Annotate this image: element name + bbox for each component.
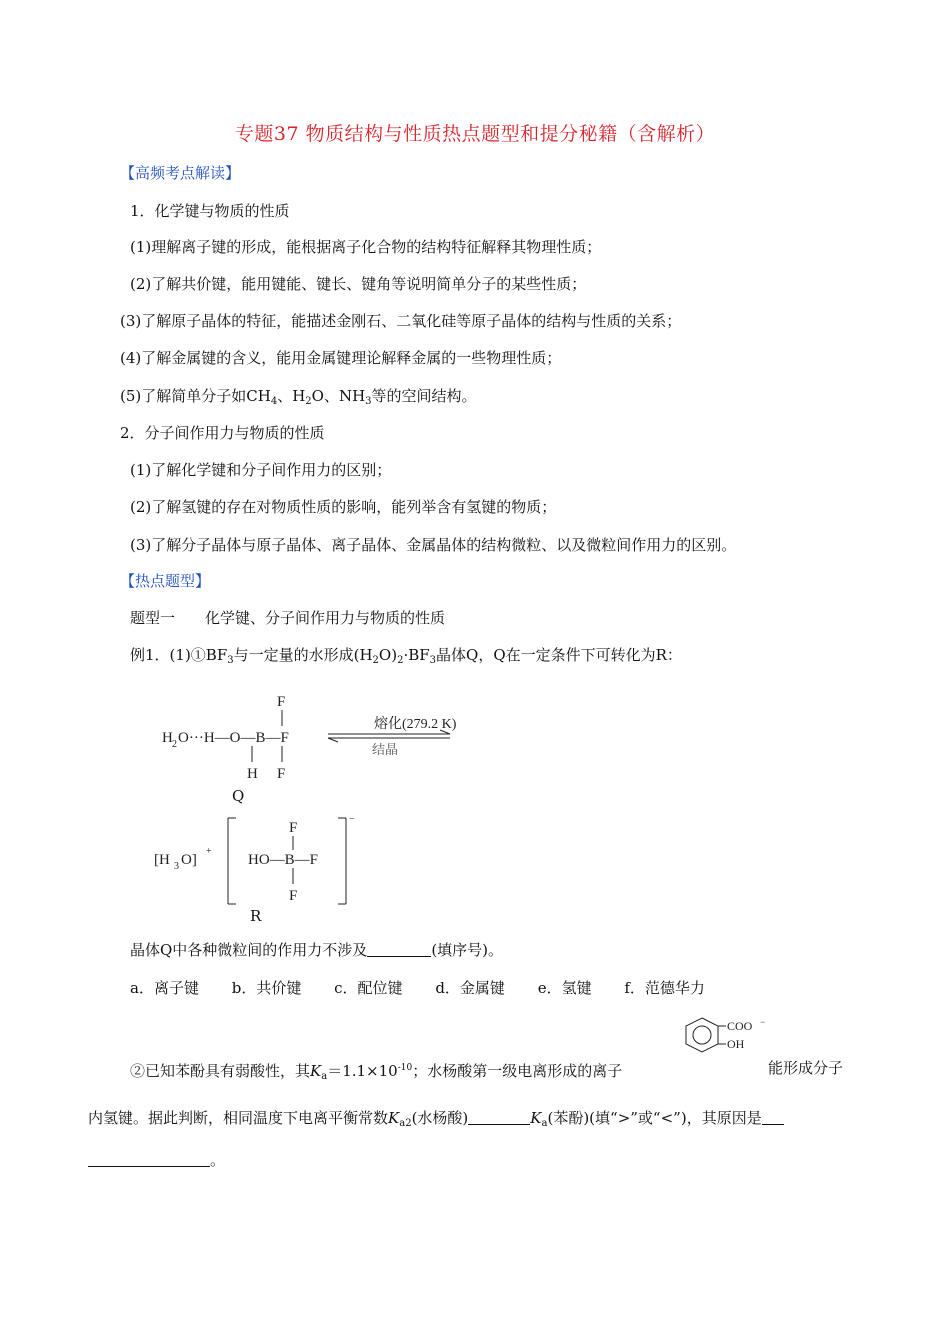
arrow-label-top: 熔化(279.2 K) [374, 717, 457, 732]
svg-text:[H: [H [154, 852, 170, 868]
topic-heading: 2．分子间作用力与物质的性质 [120, 424, 325, 442]
svg-text:COO: COO [727, 1019, 753, 1033]
list-item: (1)了解化学键和分子间作用力的区别； [130, 461, 392, 479]
answer-blank[interactable] [762, 1110, 784, 1125]
section-heading-key-points: 【高频考点解读】 [120, 164, 241, 182]
svg-text:OH: OH [727, 1037, 745, 1051]
question-2-line-2: 内氢键。据此判断，相同温度下电离平衡常数$K_{a2}$(水杨酸) $K_a$(苯酚)(填“>”或“<”)，其原因是 [88, 1108, 784, 1134]
list-item: (2)了解氢键的存在对物质性质的影响，能列举含有氢键的物质； [130, 498, 557, 516]
option-d: d．金属键 [435, 979, 505, 997]
svg-text:F: F [289, 888, 298, 904]
svg-text:O]: O] [181, 852, 197, 868]
list-item: (1)理解离子键的形成，能根据离子化合物的结构特征解释其物理性质； [130, 238, 602, 256]
topic-heading: 1．化学键与物质的性质 [130, 202, 290, 220]
salicylate-ion-structure [680, 1016, 770, 1056]
list-item: (4)了解金属键的含义，能用金属键理论解释金属的一些物理性质； [120, 349, 562, 367]
svg-text:H: H [247, 766, 258, 782]
svg-text:F: F [289, 820, 298, 836]
svg-text:O···H—O—B—F: O···H—O—B—F [178, 730, 289, 746]
question-1-text: 晶体Q中各种微粒间的作用力不涉及 (填序号)。 [130, 941, 504, 959]
svg-text:+: + [206, 846, 212, 857]
question-2-text-cont: 能形成分子 [768, 1059, 844, 1077]
options-row [130, 978, 733, 998]
svg-text:2: 2 [172, 739, 177, 750]
answer-blank[interactable] [468, 1110, 530, 1125]
section-heading-hot-types: 【热点题型】 [120, 572, 211, 590]
structure-q-label: Q [232, 787, 245, 805]
answer-blank[interactable] [88, 1152, 210, 1167]
question-type-heading: 题型一 化学键、分子间作用力与物质的性质 [130, 609, 446, 627]
list-item: (5)了解简单分子如$CH_4$、$H_2O$、$NH_3$等的空间结构。 [120, 387, 477, 407]
list-item: (2)了解共价键，能用键能、键长、键角等说明简单分子的某些性质； [130, 275, 587, 293]
list-item: (3)了解原子晶体的特征，能描述金刚石、二氧化硅等原子晶体的结构与性质的关系； [120, 312, 682, 330]
svg-text:H: H [162, 730, 173, 746]
list-item: (3)了解分子晶体与原子晶体、离子晶体、金属晶体的结构微粒、以及微粒间作用力的区别。 [130, 536, 737, 554]
svg-text:F: F [277, 694, 286, 710]
answer-blank[interactable] [367, 942, 431, 957]
example-text: 例1．$(1)①BF_3$与一定量的水形成$(H_2O)_2\cdot BF_3$晶体Q，Q在一定条件下可转化为R： [130, 646, 682, 666]
option-b: b．共价键 [231, 979, 302, 997]
option-e: e．氢键 [537, 979, 592, 997]
option-f: f．范德华力 [624, 979, 705, 997]
structure-r-diagram [150, 812, 370, 912]
svg-text:F: F [277, 766, 286, 782]
option-a: a．离子键 [130, 979, 199, 997]
svg-text:HO—B—F: HO—B—F [248, 852, 319, 868]
structure-q-diagram [150, 690, 460, 810]
page-title: 专题37 物质结构与性质热点题型和提分秘籍（含解析） [234, 123, 716, 145]
svg-text:3: 3 [174, 861, 179, 872]
svg-text:−: − [760, 1017, 766, 1027]
question-2-text: ②已知苯酚具有弱酸性，其$K_a=1.1\times 10^{-10}$；水杨酸第一级电离形成的离子 [130, 1062, 623, 1082]
option-c: c．配位键 [334, 979, 403, 997]
arrow-label-bottom: 结晶 [372, 742, 399, 757]
svg-text:−: − [349, 814, 355, 825]
question-2-line-3: 。 [88, 1150, 225, 1170]
structure-r-label: R [250, 907, 262, 925]
